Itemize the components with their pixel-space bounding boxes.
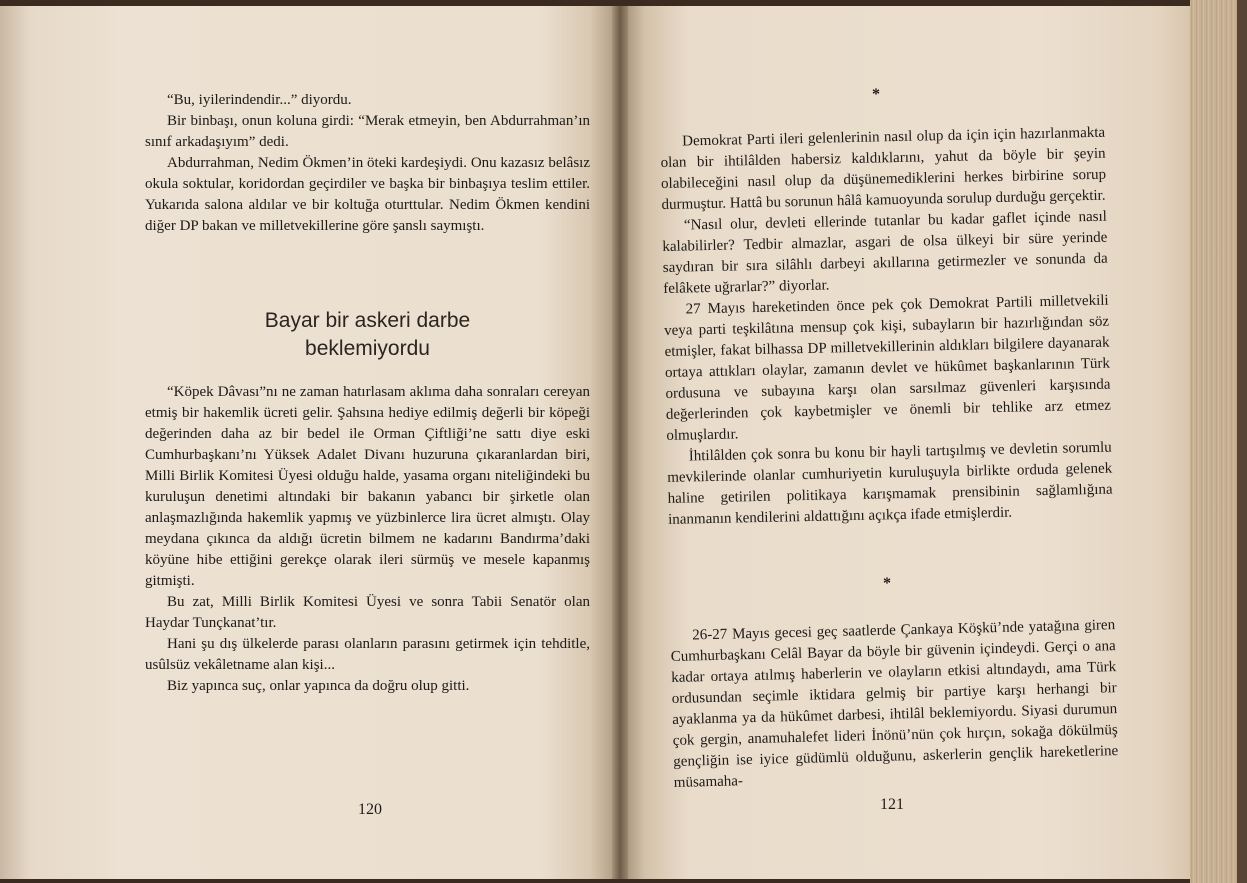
paragraph: Bir binbaşı, onun koluna girdi: “Merak etmeyin, ben Abdurrahman’ın sınıf arkadaşıyım” dedi.: [145, 113, 590, 150]
paragraph: Biz yapınca suç, onlar yapınca da doğru olup gitti.: [167, 678, 470, 694]
book-cover-edge: [1237, 0, 1247, 883]
book-spine: [612, 6, 628, 879]
paragraph: “Nasıl olur, devleti ellerinde tutanlar bu kadar gaflet içinde nasıl kalabilirler? Tedbir almazlar, asgari de olsa ülkeyi bir süre yerinde saydıran bir sıra silâhlı darbeyi akıllarına getirmezler ve sonunda da felâkete uğrarlar?” diyorlar.: [662, 208, 1108, 297]
paragraph: Abdurrahman, Nedim Ökmen’in öteki kardeşiydi. Onu kazasız belâsız okula soktular, koridordan geçirdiler ve başka bir binbaşıya teslim ettiler. Yukarıda salona aldılar ve bir koltuğa oturttular. Nedim Ökmen kendini diğer DP bakan ve milletvekillerine göre şanslı saymıştı.: [145, 155, 590, 234]
section-separator-star: *: [883, 575, 891, 592]
heading-line-2: beklemiyordu: [305, 337, 430, 360]
paragraph: “Bu, iyilerindendir...” diyordu.: [167, 92, 352, 108]
paragraph: Hani şu dış ülkelerde parası olanların parasını getirmek için tehditle, usûlsüz vekâletname alan kişi...: [145, 636, 590, 673]
paragraph: 27 Mayıs hareketinden önce pek çok Demokrat Partili milletvekili veya parti teşkilâtına mensup çok kişi, subayların bir hazırlığından söz etmişler, fakat bilhassa DP milletvekillerinin aldıkları bilgilere dayanarak ortaya attıkları olaylar, zamanın devlet ve hükûmet başkanlarının Türk ordusuna ve subayına karşı olan sarsılmaz güvenleri karşısında değerlerinden çok kaybetmişler ve önemli bir tehlike arz etmez olmuşlardır.: [664, 292, 1111, 444]
section-heading: [145, 307, 590, 363]
left-bottom-text: [145, 382, 590, 697]
paragraph: Bu zat, Milli Birlik Komitesi Üyesi ve sonra Tabii Senatör olan Haydar Tunçkanat’tır.: [145, 594, 590, 631]
paragraph: “Köpek Dâvası”nı ne zaman hatırlasam aklıma daha sonraları cereyan etmiş bir hakemlik ücreti gelir. Şahsına hediye edilmiş değerli bir köpeği değerinden daha az bir bedel ile Orman Çiftliği’ne sattı diye eski Cumhurbaşkanı’nı Yüksek Adalet Divanı huzuruna çıkaranlardan biri, Milli Birlik Komitesi Üyesi olduğu halde, yasama organı niteliğindeki bu kuruluşun denetimi altındaki bir bakanın yabancı bir şirketle olan anlaşmazlığında hakemlik yapmış ve yüzbinlerce lira ücret almıştı. Olay meydana çıkınca da aldığı ücretin bilmem ne kadarını Bandırma’daki köyüne hibe ettiğini gerekçe olarak ileri sürmüş ve mesele kapanmış gitmişti.: [145, 384, 590, 589]
page-number-left: 120: [358, 801, 382, 818]
paragraph: 26-27 Mayıs gecesi geç saatlerde Çankaya Köşkü’nde yatağına giren Cumhurbaşkanı Celâl Bayar da böyle bir güvenin içindeydi. Gerçi o ana kadar ortaya atılmış haberlerin ve olayların etkisi altındaydı, ama Türk ordusundan seçimle iktidara gelmiş bir partiye karşı herhangi bir ayaklanma ya da hükûmet darbesi, ihtilâl beklemiyordu. Siyasi durumun çok gergin, anamuhalefet lideri İnönü’nün çok hırçın, sokağa dökülmüş gençliğin ise iyice güdümlü olduğunu, askerlerin gençlik hareketlerine müsamaha-: [670, 617, 1119, 791]
paragraph: İhtilâlden çok sonra bu konu bir hayli tartışılmış ve devletin sorumlu mevkilerinde olanlar cumhuriyetin kuruluşuyla birlikte orduda gelenek haline getirilen politikaya karışmamak prensibinin sağlamlığına inanmanın kendilerini aldattığını açıkça ifade etmişlerdir.: [667, 439, 1113, 528]
right-top-text: [660, 123, 1113, 531]
section-separator-star: *: [872, 86, 880, 103]
page-number-right: 121: [880, 796, 904, 813]
right-bottom-text: [670, 615, 1119, 794]
left-top-text: [145, 90, 590, 237]
paragraph: Demokrat Parti ileri gelenlerinin nasıl olup da için için hazırlanmakta olan bir ihtilâlden habersiz kaldıklarını, yahut da böyle bir şeyin olabileceğini nasıl olup da düşünemediklerini herkes birbirine sorup durmuştur. Hattâ bu sorunun hâlâ kamuoyunda sorulup durduğu gerçektir.: [660, 124, 1107, 213]
heading-line-1: Bayar bir askeri darbe: [264, 309, 471, 332]
